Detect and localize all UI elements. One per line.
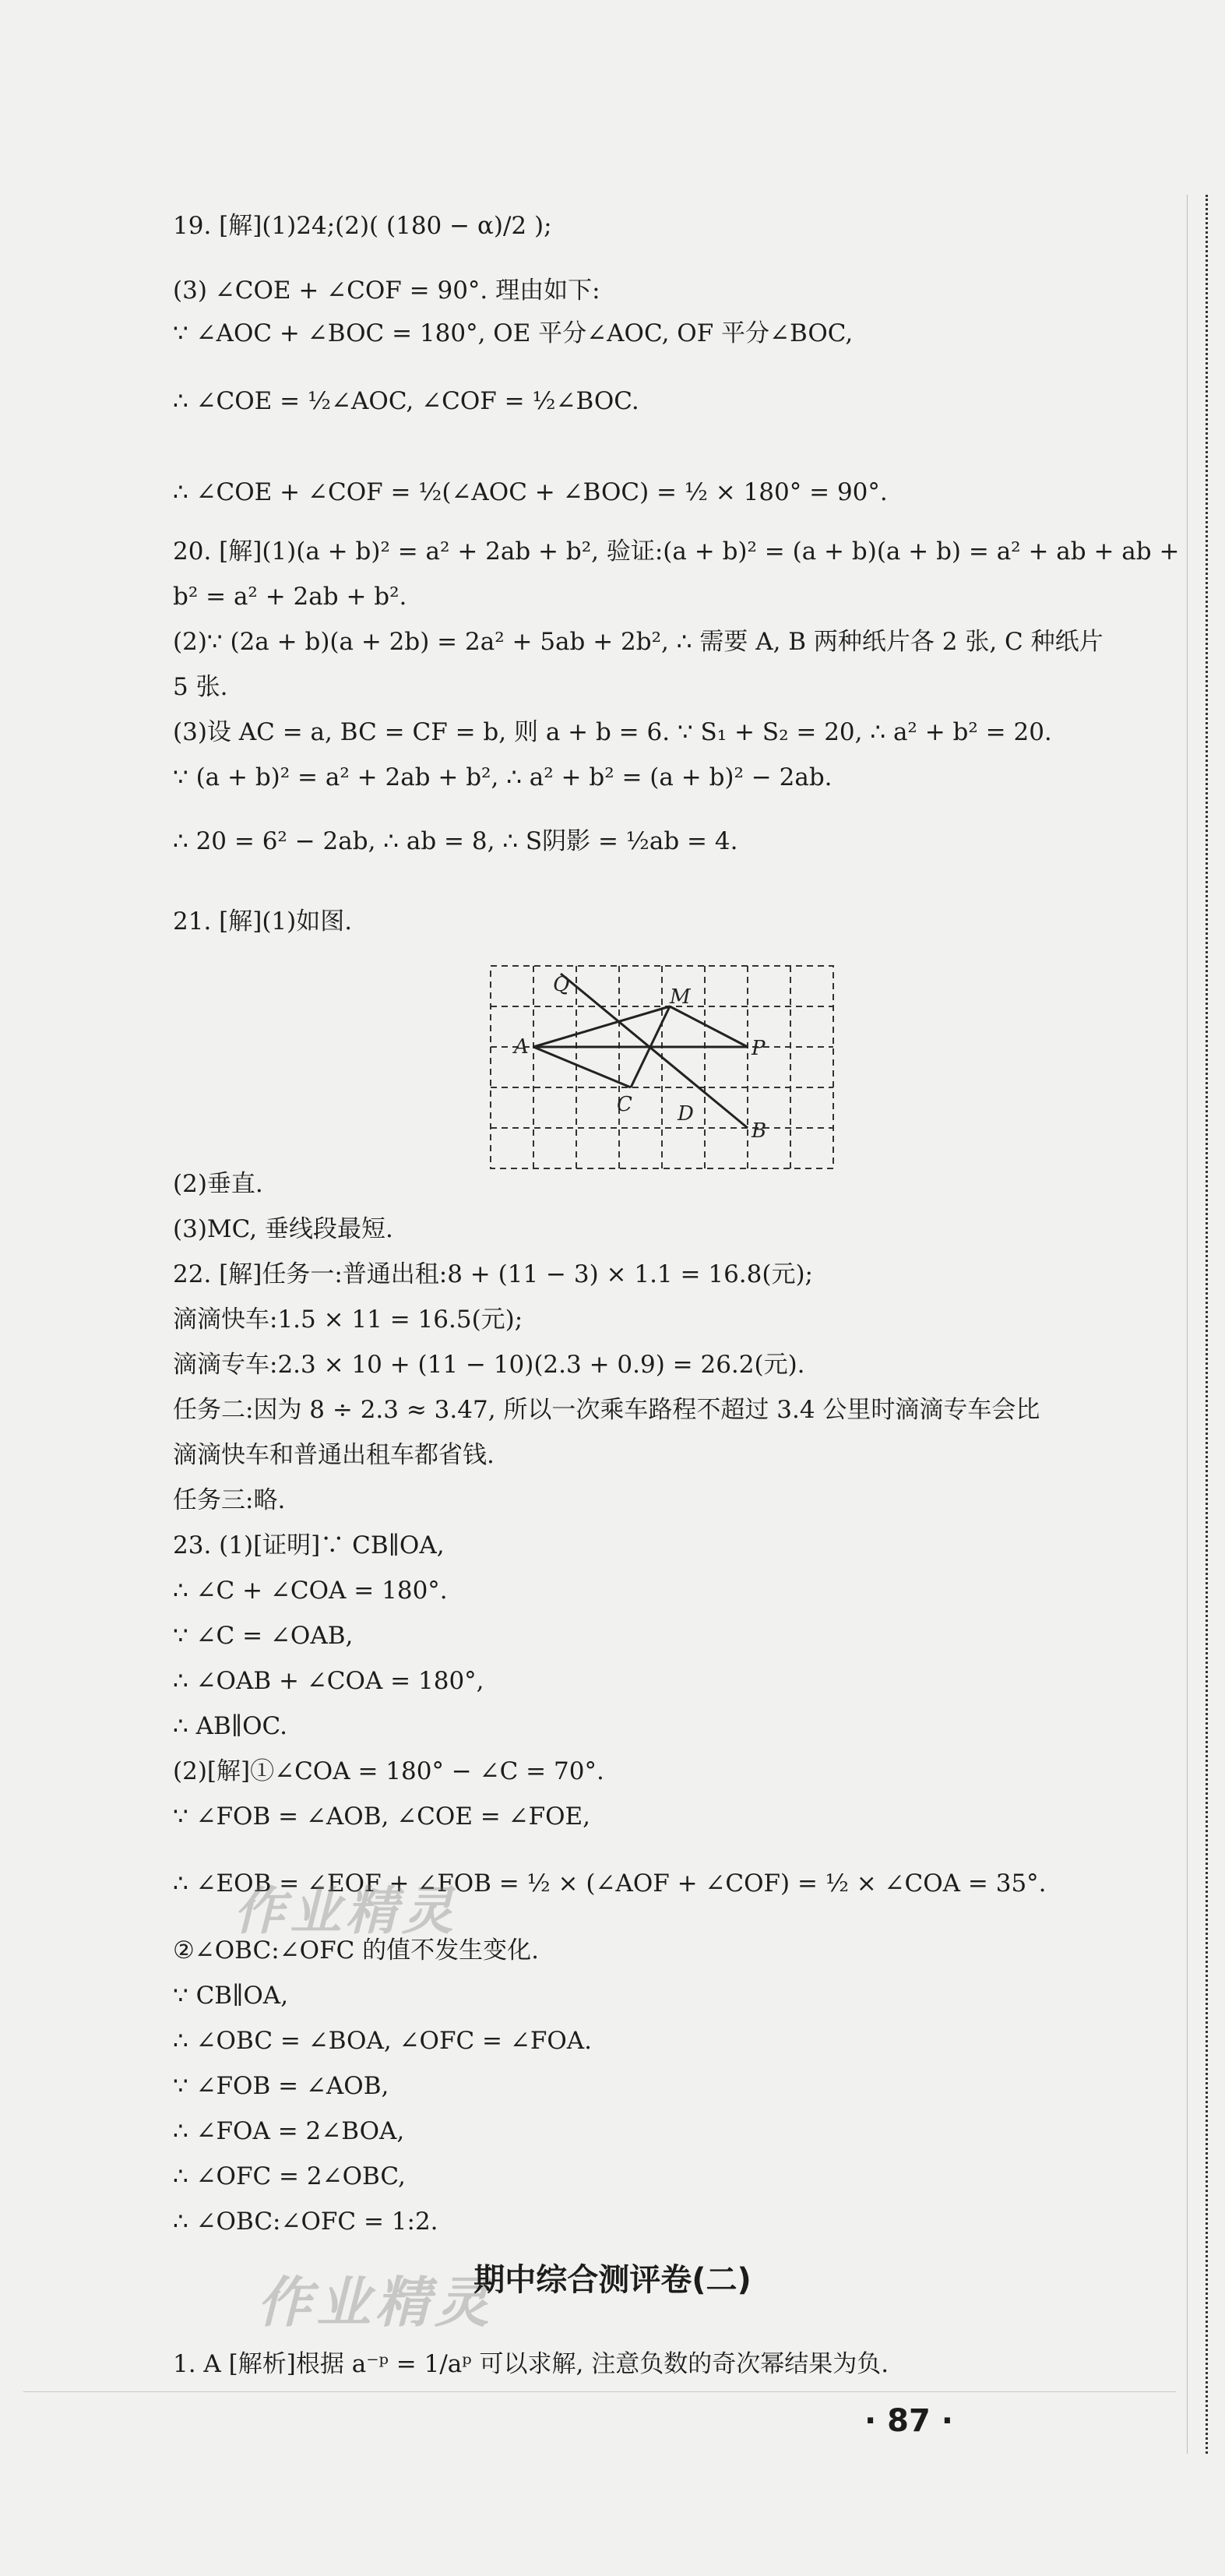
figure-segments (533, 974, 748, 1128)
q20-line-6: ∵ (a + b)² = a² + 2ab + b², ∴ a² + b² = (a + b)² − 2ab. (173, 763, 833, 791)
q23-line-3: ∵ ∠C = ∠OAB, (173, 1622, 354, 1650)
label-c: C (617, 1093, 632, 1116)
q23-line-15: ∴ ∠OBC:∠OFC = 1:2. (173, 2208, 438, 2236)
q20-line-3: (2)∵ (2a + b)(a + 2b) = 2a² + 5ab + 2b², ∴ 需要 A, B 两种纸片各 2 张, C 种纸片 (173, 628, 1104, 656)
q23-line-7: ∵ ∠FOB = ∠AOB, ∠COE = ∠FOE, (173, 1802, 591, 1831)
q22-line-6: 任务三:略. (173, 1486, 286, 1514)
q20-line-7: ∴ 20 = 6² − 2ab, ∴ ab = 8, ∴ S阴影 = ½ab = 4. (173, 827, 738, 855)
label-m: M (670, 985, 691, 1009)
cut-line (1206, 195, 1208, 2454)
q22-line-5: 滴滴快车和普通出租车都省钱. (173, 1441, 495, 1469)
q23-line-5: ∴ AB∥OC. (173, 1712, 287, 1740)
q23-line-9: ②∠OBC:∠OFC 的值不发生变化. (173, 1936, 540, 1965)
watermark-middle: 作业精灵 (234, 1881, 458, 1941)
label-d: D (678, 1102, 694, 1126)
q22-line-4: 任务二:因为 8 ÷ 2.3 ≈ 3.47, 所以一次乘车路程不超过 3.4 公里时滴滴专车会比 (173, 1396, 1040, 1424)
grid-figure (483, 958, 841, 1176)
q20-line-2: b² = a² + 2ab + b². (173, 583, 407, 611)
q23-line-8: ∴ ∠EOB = ∠EOF + ∠FOB = ½ × (∠AOF + ∠COF) = ½ × ∠COA = 35°. (173, 1869, 1047, 1898)
q23-line-10: ∵ CB∥OA, (173, 1982, 289, 2010)
label-b: B (752, 1119, 767, 1143)
label-q: Q (553, 973, 570, 996)
q23-line-4: ∴ ∠OAB + ∠COA = 180°, (173, 1667, 484, 1695)
q21-line-2: (2)垂直. (173, 1170, 263, 1198)
q23-line-12: ∵ ∠FOB = ∠AOB, (173, 2072, 389, 2100)
q22-line-3: 滴滴专车:2.3 × 10 + (11 − 10)(2.3 + 0.9) = 26.2(元). (173, 1351, 805, 1379)
q20-line-5: (3)设 AC = a, BC = CF = b, 则 a + b = 6. ∵ S₁ + S₂ = 20, ∴ a² + b² = 20. (173, 718, 1052, 746)
q19-line-5: ∴ ∠COE + ∠COF = ½(∠AOC + ∠BOC) = ½ × 180° = 90°. (173, 478, 888, 506)
section-title: 期中综合测评卷(二) (473, 2262, 752, 2298)
q19-line-3: ∵ ∠AOC + ∠BOC = 180°, OE 平分∠AOC, OF 平分∠BOC, (173, 319, 854, 347)
q23-line-14: ∴ ∠OFC = 2∠OBC, (173, 2162, 406, 2190)
q23-line-13: ∴ ∠FOA = 2∠BOA, (173, 2117, 405, 2145)
q23-line-2: ∴ ∠C + ∠COA = 180°. (173, 1577, 448, 1605)
q19-line-2: (3) ∠COE + ∠COF = 90°. 理由如下: (173, 277, 600, 305)
footer-rule (23, 2391, 1176, 2392)
q19-line-1: 19. [解](1)24;(2)( (180 − α)/2 ); (173, 212, 552, 240)
q20-line-4: 5 张. (173, 673, 228, 701)
q23-line-6: (2)[解]①∠COA = 180° − ∠C = 70°. (173, 1757, 604, 1785)
q22-line-1: 22. [解]任务一:普通出租:8 + (11 − 3) × 1.1 = 16.8(元); (173, 1260, 813, 1288)
q22-line-2: 滴滴快车:1.5 × 11 = 16.5(元); (173, 1306, 523, 1334)
q23-line-11: ∴ ∠OBC = ∠BOA, ∠OFC = ∠FOA. (173, 2027, 593, 2055)
label-p: P (752, 1037, 766, 1060)
q23-line-1: 23. (1)[证明]∵ CB∥OA, (173, 1531, 445, 1559)
grid-lines (491, 966, 833, 1168)
q19-line-4: ∴ ∠COE = ½∠AOC, ∠COF = ½∠BOC. (173, 387, 639, 415)
q21-line-1: 21. [解](1)如图. (173, 907, 353, 936)
q1-line-1: 1. A [解析]根据 a⁻ᵖ = 1/aᵖ 可以求解, 注意负数的奇次幂结果为负. (173, 2350, 889, 2378)
label-a: A (514, 1035, 529, 1059)
q21-line-3: (3)MC, 垂线段最短. (173, 1215, 393, 1243)
binding-rule (1187, 195, 1188, 2454)
watermark-bottom: 作业精灵 (257, 2271, 494, 2335)
q20-line-1: 20. [解](1)(a + b)² = a² + 2ab + b², 验证:(a + b)² = (a + b)(a + b) = a² + ab + ab + (173, 537, 1180, 566)
page-number: · 87 · (864, 2403, 953, 2439)
